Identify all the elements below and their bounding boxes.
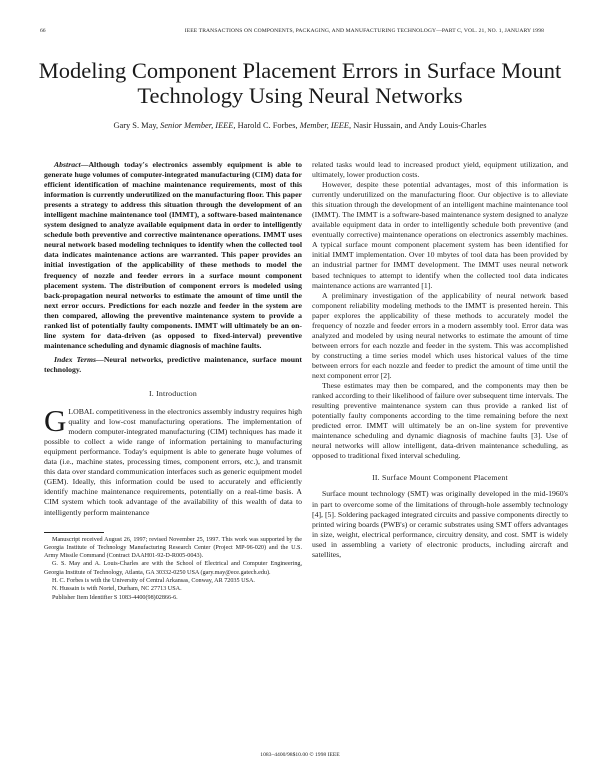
- page-number: 66: [40, 28, 46, 34]
- journal-header: IEEE TRANSACTIONS ON COMPONENTS, PACKAGING, AND MANUFACTURING TECHNOLOGY—PART C, VOL. 21, NO. 1, JANUARY 1998: [184, 28, 544, 34]
- intro-paragraph-1: [44, 403, 302, 518]
- smt-paragraph-1: Surface mount technology (SMT) was originally developed in the mid-1960's in part to overcome some of the limitations of through-hole assembly technology [4], [5]. Soldering packaged integrated circuits and passive components directly to printed wiring boards (PWB's) or ceramic substrates using SMT offers advantages in size, weight, electrical performance, circuitry density, and cost. SMT is widely used in assembling a variety of electronic products, including aircraft and satellites,: [312, 489, 568, 559]
- footnote-affiliation: H. C. Forbes is with the University of Central Arkansas, Conway, AR 72035 USA.: [52, 578, 255, 585]
- section-heading-smt: II. Surface Mount Component Placement: [372, 473, 508, 483]
- footnotes: [44, 532, 302, 602]
- intro-paragraph-1-text: LOBAL competitiveness in the electronics assembly industry requires high quality and low-cost manufacturing operations. The implementation of modern computer-integrated manufacturing (CIM) techniques has made it possible to collect a wide range of information pertaining to manufacturing equipment performance. Today's equipment is able to generate huge volumes of data (i.e., machine states, processing times, component errors, etc.), and transmit this data over standard communication interfaces such as generic equipment model (GEM). Ideally, this information could be used to accurately and efficiently identify machine maintenance requirements, potentially on a real-time basis. A CIM system which took advantage of the availability of this wealth of data to intelligently perform maintenance: [44, 407, 302, 517]
- author-role: Senior Member, IEEE,: [160, 121, 236, 130]
- abstract-label: Abstract—: [54, 160, 89, 169]
- footnote-publisher-id: Publisher Item Identifier S 1083-4400(98)02866-6.: [52, 594, 178, 601]
- running-header: [0, 28, 600, 40]
- footnote-affiliation: G. S. May and A. Louis-Charles are with the School of Electrical and Computer Engineering, Georgia Institute of Technology, Atlanta, GA 30332-0250 USA (gary.may@ece.gatech.edu).: [44, 561, 302, 576]
- left-column: [44, 160, 302, 602]
- abstract: [44, 160, 302, 351]
- copyright-line: 1083–4400/98$10.00 © 1998 IEEE: [260, 752, 340, 758]
- footnote-affiliation: N. Hussain is with Nortel, Durham, NC 27713 USA.: [52, 586, 182, 593]
- author-line: [20, 120, 580, 131]
- drop-cap: G: [44, 403, 67, 439]
- index-terms-text: Neural networks, predictive maintenance, surface mount technology.: [44, 354, 302, 374]
- intro-paragraph-3: A preliminary investigation of the applicability of neural network based component reliability modeling methods to the IMMT is presented herein. This paper explores the applicability of these methods to accurately model the frequency of nozzle and feeder errors in a modern assembly tool. Error data was analyzed and modeled by using neural networks to estimate the amount of time between errors for each nozzle and feeder in the system. This was accomplished by constructing a time series model which uses historical values of the time between errors for each nozzle and feeder to predict the amount of time until the next component error [2].: [312, 290, 568, 380]
- right-column: [312, 160, 568, 560]
- intro-paragraph-4: These estimates may then be compared, and the components may then be ranked according to their likelihood of failure over subsequent time intervals. The resulting preventive maintenance system can thus provide a ranked list of potentially faulty components according to the time remaining before the next predicted error. IMMT will ultimately be an on-line system for preventive maintenance scheduling and dynamic diagnosis of machine faults [3]. Use of neural networks will allow intelligent, data-driven maintenance scheduling, as opposed to traditional fixed interval scheduling.: [312, 381, 568, 461]
- author-name: Nasir Hussain, and Andy Louis-Charles: [353, 121, 487, 130]
- author-name: Harold C. Forbes,: [237, 121, 298, 130]
- footnote-manuscript: Manuscript received August 26, 1997; revised November 25, 1997. This work was supported by the Georgia Institute of Technology Manufacturing Research Center (Project MP-96-020) and the U.S. Army Missile Command (Contract DAAH01-92-D-R005-0043).: [44, 536, 302, 560]
- intro-paragraph-1-continued: related tasks would lead to increased product yield, equipment utilization, and ultimately, lower production costs.: [312, 160, 568, 180]
- intro-paragraph-2: However, despite these potential advantages, most of this information is currently underutilized on the manufacturing floor. Our objective is to alleviate this situation through the development of an intelligent machine maintenance tool (IMMT). The IMMT is a software-based maintenance system designed to analyze available equipment data in order to intelligently schedule both preventive (and eventually corrective) maintenance operations on electronics assembly machines. A typical surface mount component placement system has been identified for initial IMMT implementation. Over 10 mbytes of tool data has been provided by an industrial partner for IMMT development. The IMMT uses neural network based techniques to attempt to identify when the collected tool data indicates maintenance actions are warranted [1].: [312, 180, 568, 290]
- section-heading-introduction: I. Introduction: [148, 388, 198, 398]
- index-terms: [44, 355, 302, 375]
- index-terms-label: Index Terms—: [54, 354, 104, 364]
- author-role: Member, IEEE,: [299, 121, 352, 130]
- abstract-text: Although today's electronics assembly equipment is able to generate huge volumes of computer-integrated manufacturing (CIM) data for efficient identification of machine maintenance requirements, most of this information is currently underutilized on the manufacturing floor. This paper presents a strategy to address this situation through the development of an intelligent machine maintenance tool (IMMT), a software-based maintenance system designed to analyze available equipment data in order to intelligently schedule both preventive and corrective maintenance operations. IMMT uses neural network based modeling techniques to identify when the collected tool data indicates maintenance actions are warranted. This paper provides an initial investigation of the applicability of these methods to model the frequency of nozzle and feeder errors in a surface mount component placement system. The distribution of component errors is modeled using back-propagation neural networks to estimate the amount of time until the next error occurs. Predictions for each nozzle and feeder in the system are then compared, allowing the preventive maintenance system to provide a ranked list of potentially faulty components. IMMT will ultimately be an on-line system for data-driven (as opposed to fixed-interval) preventive maintenance scheduling and dynamic diagnosis of machine faults.: [44, 160, 302, 350]
- paper-title: Modeling Component Placement Errors in Surface Mount Technology Using Neural Networks: [38, 58, 562, 108]
- author-name: Gary S. May,: [113, 121, 159, 130]
